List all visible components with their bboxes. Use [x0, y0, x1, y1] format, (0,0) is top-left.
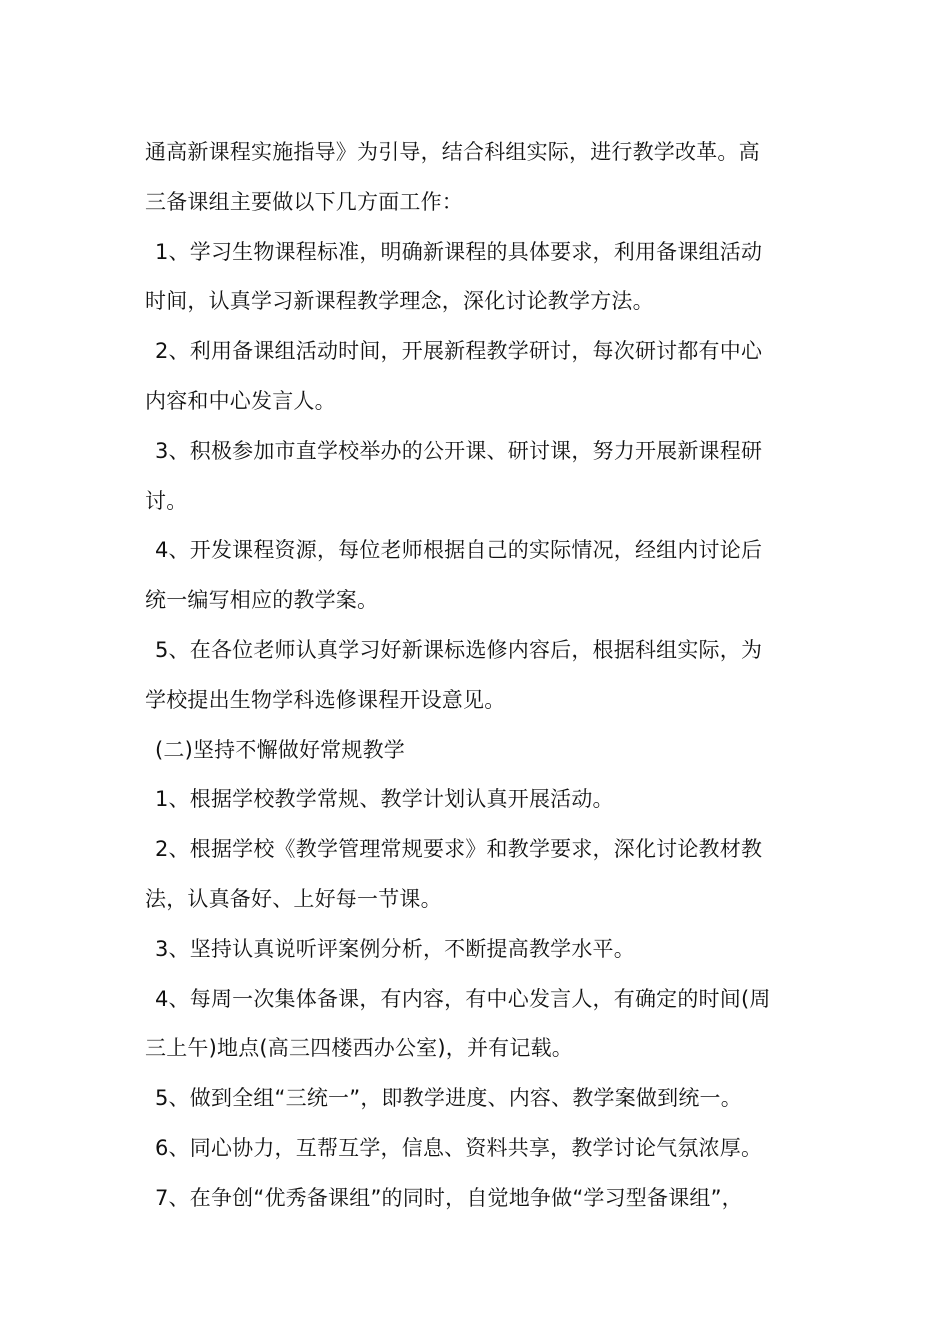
text-line: 1、学习生物课程标准，明确新课程的具体要求，利用备课组活动 — [155, 239, 763, 264]
text-line: 3、坚持认真说听评案例分析，不断提高教学水平。 — [155, 936, 635, 961]
text-line: 4、每周一次集体备课，有内容，有中心发言人，有确定的时间(周 — [155, 986, 771, 1011]
text-line: 4、开发课程资源，每位老师根据自己的实际情况，经组内讨论后 — [155, 538, 763, 563]
text-line: 三上午)地点(高三四楼西办公室)，并有记载。 — [145, 1036, 573, 1061]
text-line: 5、做到全组“三统一”，即教学进度、内容、教学案做到统一。 — [155, 1086, 742, 1111]
text-line: 6、同心协力，互帮互学，信息、资料共享，教学讨论气氛浓厚。 — [155, 1135, 763, 1160]
text-line: 2、根据学校《教学管理常规要求》和教学要求，深化讨论教材教 — [155, 837, 763, 862]
text-line: 3、积极参加市直学校举办的公开课、研讨课，努力开展新课程研 — [155, 438, 763, 463]
text-line: 内容和中心发言人。 — [145, 388, 336, 413]
text-line: 通高新课程实施指导》为引导，结合科组实际，进行教学改革。高 — [145, 140, 760, 164]
text-line: 法，认真备好、上好每一节课。 — [145, 886, 442, 911]
text-line: 1、根据学校教学常规、教学计划认真开展活动。 — [155, 787, 614, 812]
text-line: 三备课组主要做以下几方面工作： — [145, 189, 463, 214]
text-line: 2、利用备课组活动时间，开展新程教学研讨，每次研讨都有中心 — [155, 339, 763, 364]
text-line: 7、在争创“优秀备课组”的同时，自觉地争做“学习型备课组”， — [155, 1185, 743, 1210]
text-line: 学校提出生物学科选修课程开设意见。 — [145, 687, 506, 712]
text-line: 5、在各位老师认真学习好新课标选修内容后，根据科组实际，为 — [155, 637, 763, 662]
text-line: 讨。 — [145, 488, 188, 513]
section-heading: (二)坚持不懈做好常规教学 — [155, 737, 405, 762]
text-line: 时间，认真学习新课程教学理念，深化讨论教学方法。 — [145, 289, 654, 314]
text-line: 统一编写相应的教学案。 — [145, 588, 379, 613]
document-body — [145, 128, 835, 1224]
